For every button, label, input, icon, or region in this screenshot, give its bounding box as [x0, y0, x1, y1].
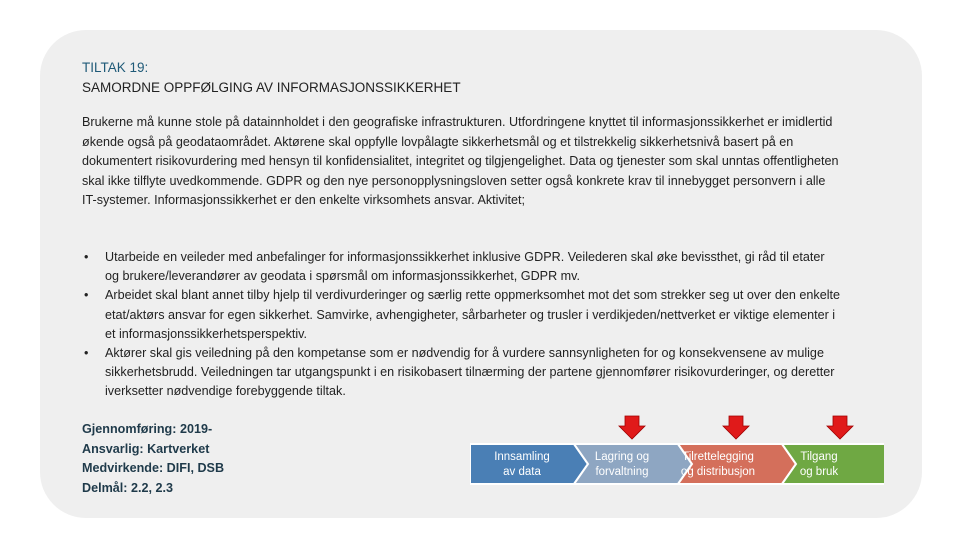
- down-arrow-icon: [619, 416, 645, 439]
- step-label-collection: [472, 450, 572, 480]
- step-label-access: [774, 450, 864, 480]
- list-item-text: Aktører skal gis veiledning på den kompetanse som er nødvendig for å vurdere sannsynligheten for og konsekvensene av mulige sikkerhetsbrudd. Veiledningen tar utgangspunkt i en risikobasert tilnærming der partene gjennomfører risikovurderinger, og deretter iverksetter nødvendige forebyggende tiltak.: [105, 346, 835, 399]
- contributors: Medvirkende: DIFI, DSB: [82, 461, 225, 475]
- list-item-text: Utarbeide en veileder med anbefalinger for informasjonssikkerhet inklusive GDPR. Veilederen skal øke bevissthet, gi råd til etater og brukere/leverandører av geodata i spørsmål om informasjonssikkerhet, GDPR mv.: [105, 250, 825, 284]
- page-title: [82, 58, 842, 98]
- value-chain-diagram: [470, 394, 884, 490]
- step-label-line: og distribusjon: [680, 466, 756, 478]
- list-item: [82, 344, 842, 402]
- sub-goals: Delmål: 2.2, 2.3: [82, 480, 174, 495]
- list-item: [82, 286, 842, 344]
- down-arrow-icon: [827, 416, 853, 439]
- intro-paragraph: [82, 113, 842, 211]
- intro-text: Brukerne må kunne stole på datainnholdet i den geografiske infrastrukturen. Utfordringene knyttet til informasjonssikkerhet er imidlertid økende også på geodataområdet. Aktørene skal oppfylle lovpålagte sikkerhetsmål og et tilstrekkelig sikkerhetsnivå basert på en dokumentert risikovurdering med hensyn til konfidensialitet, integritet og tilgjengelighet. Data og tjenester som skal unntas offentligheten skal ikke tilflyte uvedkommende. GDPR og den nye personopplysningsloven setter også konkrete krav til innebygget personvern i alle IT-systemer. Informasjonssikkerhet er den enkelte virksomhets ansvar. Aktivitet;: [82, 115, 839, 207]
- step-label-line: forvaltning: [595, 466, 649, 478]
- down-arrow-icon: [723, 416, 749, 439]
- list-item-text: Arbeidet skal blant annet tilby hjelp til verdivurderinger og særlig rette oppmerksomhet mot det som strekker seg ut over den enkelte etat/aktørs ansvar for egen sikkerhet. Samvirke, avhengigheter, sårbarheter og trusler i verdikjeden/nettverket er viktige elementer i et informasjonssikkerhetsperspektiv.: [105, 288, 841, 341]
- step-label-line: Tilgang: [800, 451, 838, 463]
- step-label-line: Innsamling: [494, 451, 550, 463]
- meta-info: [82, 420, 224, 498]
- activity-list: [82, 248, 842, 402]
- step-label-line: og bruk: [799, 466, 839, 478]
- bullet-icon: •: [84, 346, 89, 361]
- step-label-line: av data: [503, 466, 541, 478]
- tiltak-number: TILTAK 19:: [82, 60, 149, 75]
- list-item: [82, 248, 842, 286]
- tiltak-title: SAMORDNE OPPFØLGING AV INFORMASJONSSIKKERHET: [82, 80, 461, 95]
- bullet-icon: •: [84, 288, 89, 303]
- step-label-storage: [572, 450, 672, 480]
- step-label-distribution: [666, 450, 770, 480]
- responsible-party: Ansvarlig: Kartverket: [82, 441, 210, 456]
- step-label-line: Tilrettelegging: [682, 451, 754, 463]
- bullet-icon: •: [84, 250, 89, 264]
- implementation-period: Gjennomføring: 2019-: [82, 422, 213, 436]
- step-label-line: Lagring og: [594, 451, 650, 463]
